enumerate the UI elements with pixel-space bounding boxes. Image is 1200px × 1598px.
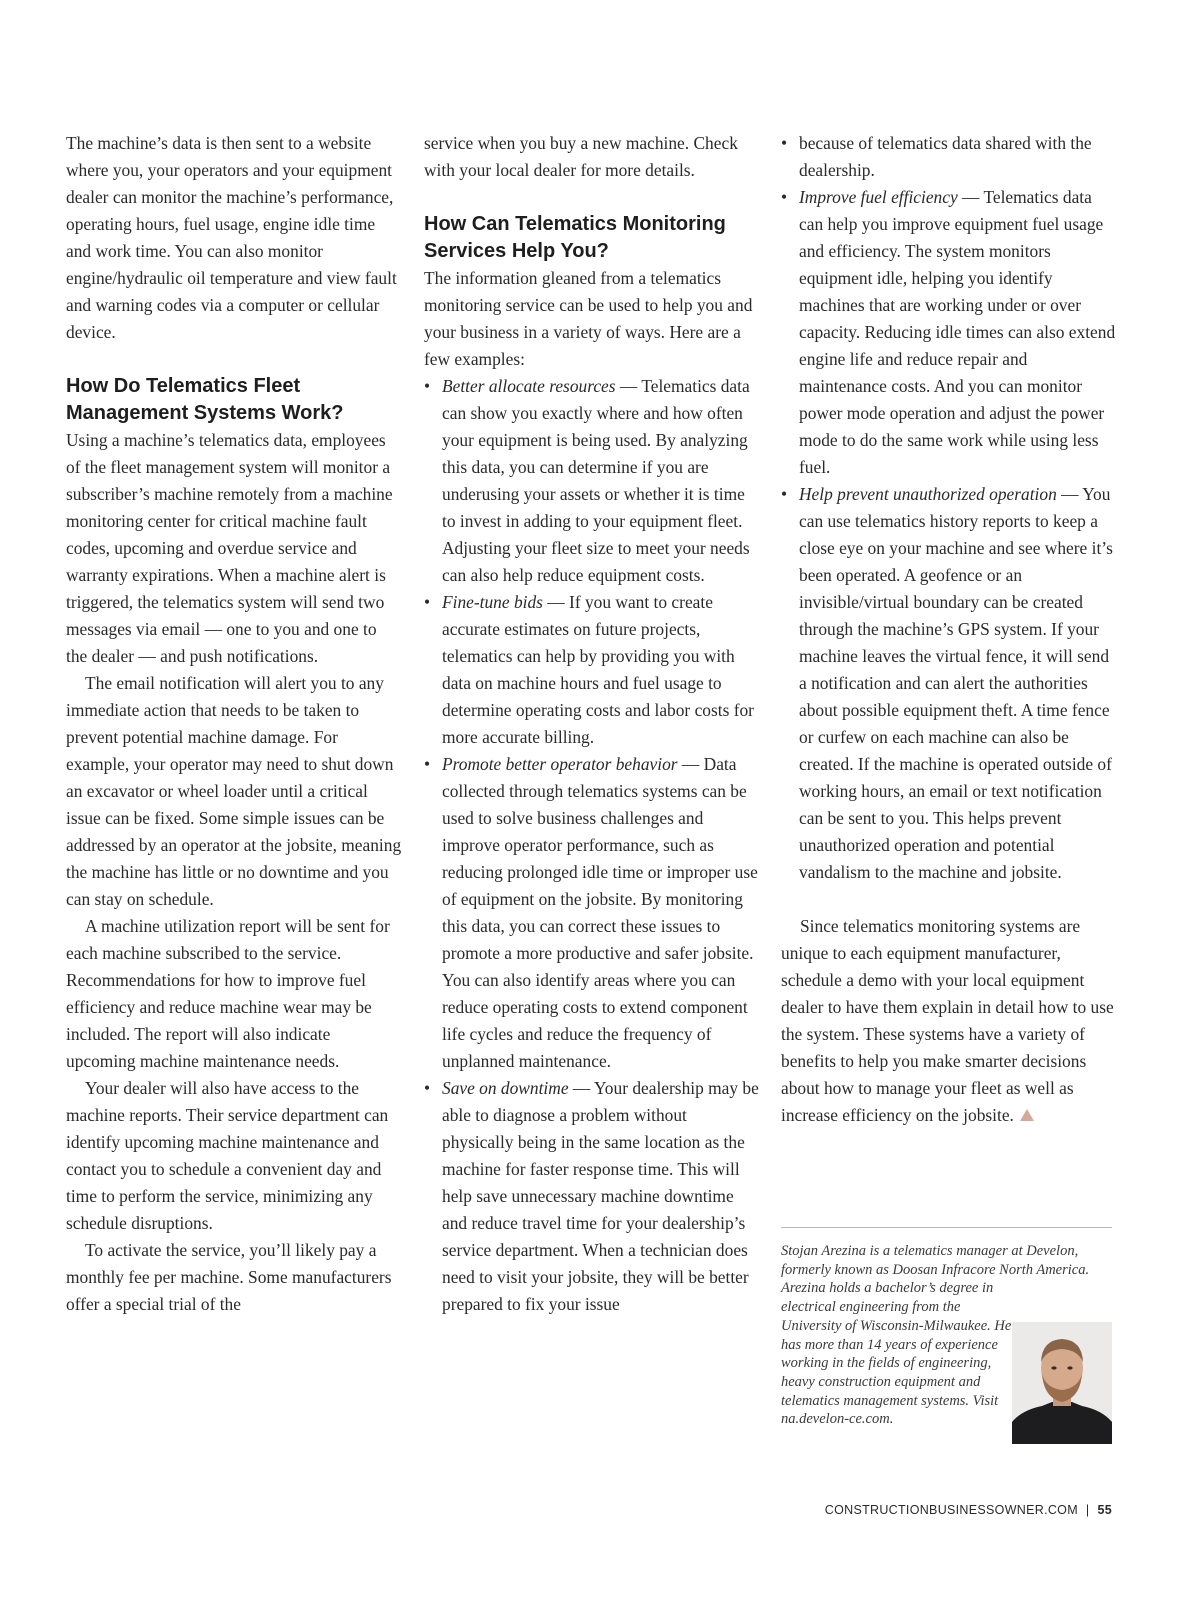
paragraph: Your dealer will also have access to the machine reports. Their service department can identify upcoming machine maintenance and contact you to schedule a convenient day and time to perform the service, minimizing any schedule disruptions. — [66, 1078, 389, 1233]
list-item-lead: Help prevent unauthorized operation — [799, 484, 1057, 504]
list-item-text: — Data collected through telematics systems can be used to solve business challenges and improve operator performance, such as reducing prolonged idle time or improper use of equipment on the jobsite. By monitoring this data, you can correct these issues to promote a more productive and safer jobsite. You can also identify areas where you can reduce operating costs to extend component life cycles and reduce the frequency of unplanned maintenance. — [442, 754, 758, 1071]
paragraph: The machine’s data is then sent to a website where you, your operators and your equipment dealer can monitor the machine’s performance, operating hours, fuel usage, engine idle time and work time. You can also monitor engine/hydraulic oil temperature and view fault and warning codes via a computer or cellular device. — [66, 133, 397, 342]
list-item-lead: Improve fuel efficiency — [799, 187, 958, 207]
author-portrait-icon — [1012, 1322, 1112, 1444]
list-item-text: — You can use telematics history reports to keep a close eye on your machine and see where it’s been operated. A geofence or an invisible/virtual boundary can be created through the machine’s GPS system. If your machine leaves the virtual fence, it will send a notification and can alert the authorities about possible equipment theft. A time fence or curfew on each machine can also be created. If the machine is operated outside of working hours, an email or text notification can be sent to you. This helps prevent unauthorized operation and potential vandalism to the machine and jobsite. — [799, 484, 1113, 882]
list-item — [424, 589, 762, 751]
list-item-text: — If you want to create accurate estimates on future projects, telematics can help by providing you with data on machine hours and fuel usage to determine operating costs and labor costs for more accurate billing. — [442, 592, 754, 747]
list-item-lead: Promote better operator behavior — [442, 754, 678, 774]
end-mark-icon — [1020, 1109, 1034, 1121]
list-item-lead: Better allocate resources — [442, 376, 616, 396]
paragraph: Using a machine’s telematics data, employees of the fleet management system will monitor a subscriber’s machine remotely from a machine monitoring center for critical machine fault codes, upcoming and overdue service and warranty expirations. When a machine alert is triggered, the telematics system will send two messages via email — one to you and one to the dealer — and push notifications. — [66, 430, 393, 666]
list-item-text: — Your dealership may be able to diagnose a problem without physically being in the same location as the machine for faster response time. This will help save unnecessary machine downtime and reduce travel time for your dealership’s service department. When a technician does need to visit your jobsite, they will be better prepared to fix your issue — [442, 1078, 759, 1314]
list-item-text: — Telematics data can show you exactly where and how often your equipment is being used. By analyzing this data, you can determine if you are underusing your assets or whether it is time to invest in adding to your equipment fleet. Adjusting your fleet size to meet your needs can also help reduce equipment costs. — [442, 376, 750, 585]
page-number: 55 — [1097, 1503, 1112, 1517]
paragraph: The information gleaned from a telematics monitoring service can be used to help you and your business in a variety of ways. Here are a few examples: — [424, 268, 753, 369]
list-item — [424, 1075, 762, 1318]
list-item-text: — Telematics data can help you improve equipment fuel usage and efficiency. The system monitors equipment idle, helping you identify machines that are working under or over capacity. Reducing idle times can also extend engine life and reduce repair and maintenance costs. And you can monitor power mode operation and adjust the power mode to do the same work while using less fuel. — [799, 187, 1116, 477]
footer-separator: | — [1085, 1503, 1090, 1517]
list-item — [424, 751, 762, 1075]
closing-paragraph — [781, 913, 1117, 1129]
bio-text: Arezina holds a bachelor’s degree in electrical engineering from the University of Wisconsin-Milwaukee. He has more than 14 years of experience working in the fields of engineering, heavy construction equipment and telematics management systems. Visit na.develon-ce.com. — [781, 1280, 1012, 1428]
divider — [781, 1227, 1112, 1228]
list-item-lead: Fine-tune bids — [442, 592, 543, 612]
list-item — [424, 373, 762, 589]
column-1 — [66, 130, 402, 1318]
section-heading: How Do Telematics Fleet Management Systems Work? — [66, 375, 344, 424]
page-footer — [825, 1503, 1112, 1517]
bio-lead: Stojan Arezina is a telematics manager at Develon, formerly known as Doosan Infracore North America. — [781, 1243, 1090, 1278]
paragraph: service when you buy a new machine. Check with your local dealer for more details. — [424, 133, 738, 180]
paragraph: A machine utilization report will be sent for each machine subscribed to the service. Recommendations for how to improve fuel efficiency and reduce machine wear may be included. The report will also indicate upcoming machine maintenance needs. — [66, 916, 390, 1071]
benefits-list-continued — [781, 130, 1117, 886]
list-item-lead: Save on downtime — [442, 1078, 569, 1098]
column-3 — [781, 130, 1117, 1129]
benefits-list — [424, 373, 762, 1318]
list-item — [781, 184, 1117, 481]
list-item-continued — [781, 130, 1117, 184]
paragraph: To activate the service, you’ll likely pay a monthly fee per machine. Some manufacturers offer a special trial of the — [66, 1240, 392, 1314]
section-heading: How Can Telematics Monitoring Services Help You? — [424, 213, 726, 262]
author-photo — [1012, 1322, 1112, 1444]
column-2 — [424, 130, 762, 1318]
closing-text: Since telematics monitoring systems are unique to each equipment manufacturer, schedule a demo with your local equipment dealer to have them explain in detail how to use the system. These systems have a variety of benefits to help you make smarter decisions about how to manage your fleet as well as increase efficiency on the jobsite. — [781, 916, 1114, 1125]
list-item-text: because of telematics data shared with the dealership. — [799, 133, 1092, 180]
author-bio — [781, 1242, 1090, 1429]
paragraph: The email notification will alert you to any immediate action that needs to be taken to prevent potential machine damage. For example, your operator may need to shut down an excavator or wheel loader until a critical issue can be fixed. Some simple issues can be addressed by an operator at the jobsite, meaning the machine has little or no downtime and you can stay on schedule. — [66, 673, 402, 909]
list-item — [781, 481, 1117, 886]
footer-site: CONSTRUCTIONBUSINESSOWNER.COM — [824, 1503, 1078, 1517]
